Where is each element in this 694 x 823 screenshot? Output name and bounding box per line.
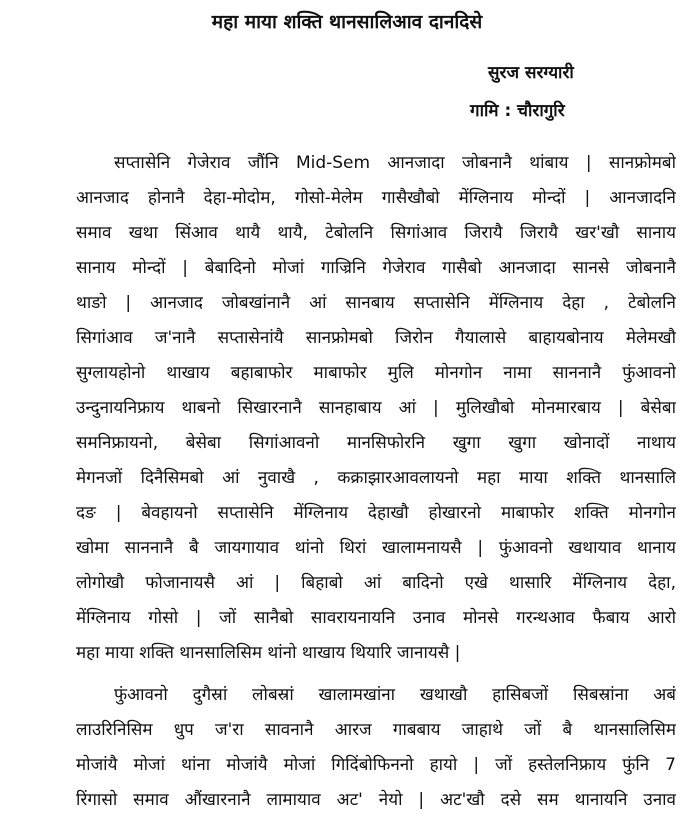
- paragraph-line: आनजाद होनानै देहा-मोदोम, गोसो-मेलेम गासैखौबो मेंग्लिनाय मोन्दों | आनजादनि: [76, 188, 676, 208]
- paragraph-line: थाङो | आनजाद जोबखांनानै आं सानबाय सप्तासेनि मेंग्लिनाय देहा , टेबोलनि: [76, 293, 676, 313]
- paragraph-line: लाउरिनिसिम धुप ज'रा सावनानै आरज गाबबाय जाहाथे जों बै थानसालिसिम: [76, 720, 676, 740]
- paragraph-line: दङ | बेवहायनो सप्तासेनि मेंग्लिनाय देहाखौ होखारनो माबाफोर शक्ति मोनगोन: [76, 503, 676, 523]
- paragraph-line: समनिफ्रायनो, बेसेबा सिगांआवनो मानसिफोरनि खुगा खुगा खोनादों नाथाय: [76, 433, 676, 453]
- paragraph-line: सिगांआव ज'नानै सप्तासेनांयै सानफ्रोमबो जिरोन गैयालासे बाहायबोनाय मेलेमखौ: [76, 328, 676, 348]
- paragraph-2: [76, 678, 676, 818]
- paragraph-line: सुग्लायहोनो थाखाय बहाबाफोर माबाफोर मुलि मोनगोन नामा साननानै फुंआवनो: [76, 363, 676, 383]
- paragraph-line: महा माया शक्ति थानसालिसिम थांनो थाखाय थियारि जानायसै |: [76, 643, 461, 663]
- paragraph-line: मेगनजों दिनैसिमबो आं नुवाखै , कक्राझारआवलायनो महा माया शक्ति थानसालि: [76, 468, 676, 488]
- paragraph-line: मेंग्लिनाय गोसो | जों सानैबो सावरायनायनि उनाव मोनसे गरन्थआव फैबाय आरो: [76, 608, 676, 628]
- paragraph-line: सानाय मोन्दों | बेबादिनो मोजां गाज्रिनि गेजेराव गासैबो आनजादा सानसे जोबनानै: [76, 258, 676, 278]
- paragraph-line: रिंगासो समाव औंखारनानै लामायाव अट' नेयो | अट'खौ दसे सम थानायनि उनाव: [76, 790, 676, 810]
- paragraph-line: खोमा साननानै बै जायगायाव थांनो थिरां खालामनायसै | फुंआवनो खथायाव थानाय: [76, 538, 676, 558]
- paragraph-1: [76, 146, 676, 671]
- author-village: गामि : चौरागुरि: [470, 101, 565, 121]
- paragraph-line: फुंआवनो दुगैस्रां लोबस्रां खालामखांना खथाखौ हासिबजों सिबस्रांना अबं: [114, 685, 676, 705]
- paragraph-line: लोगोखौ फोजानायसै आं | बिहाबो आं बादिनो एखे थासारि मेंग्लिनाय देहा,: [76, 573, 676, 593]
- document-title: महा माया शक्ति थानसालिआव दानदिसे: [211, 11, 483, 33]
- paragraph-line: उन्दुनायनिफ्राय थाबनो सिखारनानै सानहाबाय आं | मुलिखौबो मोनमारबाय | बेसेबा: [76, 398, 676, 418]
- paragraph-line: सप्तासेनि गेजेराव जौंनि Mid-Sem आनजादा जोबनानै थांबाय | सानफ्रोमबो: [114, 153, 676, 173]
- paragraph-line: समाव खथा सिंआव थायै थायै, टेबोलनि सिगांआव जिरायै जिरायै खर'खौ सानाय: [76, 223, 676, 243]
- author-name: सुरज सरग्यारी: [488, 63, 574, 83]
- paragraph-line: मोजांयै मोजां थांना मोजांयै मोजां गिदिंबोफिननो हायो | जों हस्तेलनिफ्राय फुंनि 7: [76, 755, 676, 775]
